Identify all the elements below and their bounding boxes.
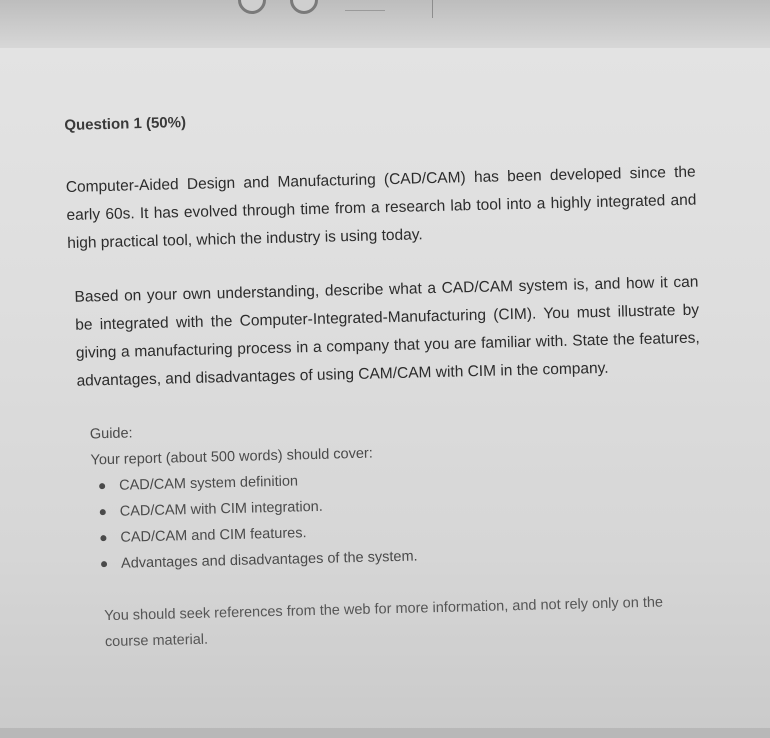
bullet-icon: [101, 561, 107, 567]
guide-section: [90, 407, 706, 578]
circle-icon[interactable]: [290, 0, 318, 14]
toolbar-strip: [0, 0, 770, 48]
question-title: Question 1 (50%): [64, 114, 187, 134]
list-item-label: CAD/CAM and CIM features.: [120, 525, 307, 546]
question-paragraph-intro: Computer-Aided Design and Manufacturing (CAD/CAM) has been developed since the early 60s. It has evolved through time from a research lab tool into a highly integrated and high practical tool, which the industry is using today.: [65, 163, 697, 252]
guide-intro: Your report (about 500 words) should cover:: [90, 445, 374, 469]
circle-icon[interactable]: [238, 0, 266, 14]
bullet-icon: [100, 509, 106, 515]
bottom-edge: [0, 728, 770, 738]
divider: [345, 10, 385, 11]
bullet-icon: [100, 535, 106, 541]
list-item-label: Advantages and disadvantages of the system.: [120, 548, 418, 572]
guide-list: [91, 458, 705, 577]
question-content: [64, 97, 707, 656]
references-note: You should seek references from the web for more information, and not rely only on the course material.: [104, 594, 664, 651]
bullet-icon: [99, 483, 105, 489]
list-item-label: CAD/CAM with CIM integration.: [119, 498, 323, 520]
question-paragraph-task: Based on your own understanding, describe what a CAD/CAM system is, and how it can be integrated with the Computer-Integrated-Manufacturing (CIM). You must illustrate by giving a manufacturing process in a company that you are familiar with. State the features, advantages, and disadvantages of using CAM/CAM with CIM in the company.: [74, 273, 700, 390]
list-item-label: CAD/CAM system definition: [118, 473, 299, 494]
guide-label: Guide:: [89, 425, 133, 443]
divider: [432, 0, 433, 18]
